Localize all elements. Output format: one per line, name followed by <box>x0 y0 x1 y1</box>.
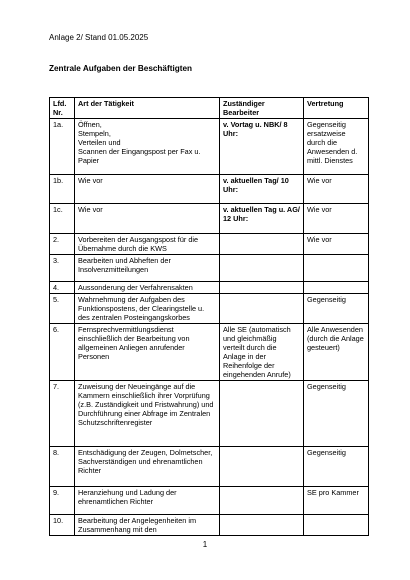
column-header-assignee: Zuständiger Bearbeiter <box>220 98 304 119</box>
row-nr: 3. <box>50 255 75 282</box>
row-assignee: v. Vortag u. NBK/ 8 Uhr: <box>220 119 304 175</box>
row-nr: 1b. <box>50 175 75 204</box>
row-assignee <box>220 294 304 324</box>
row-deputy: Gegenseitig <box>304 294 369 324</box>
row-nr: 9. <box>50 487 75 515</box>
row-deputy: Gegenseitig <box>304 447 369 487</box>
page-number: 1 <box>202 540 208 549</box>
row-deputy <box>304 255 369 282</box>
row-task: Aussonderung der Verfahrensakten <box>75 282 220 294</box>
row-assignee <box>220 234 304 255</box>
table-row <box>50 204 369 234</box>
document-header: Anlage 2/ Stand 01.05.2025 <box>49 33 149 42</box>
table-row <box>50 487 369 515</box>
table-row <box>50 515 369 536</box>
row-assignee <box>220 282 304 294</box>
table-row <box>50 119 369 175</box>
row-deputy: Gegenseitig ersatzweise durch die Anwesenden d. mittl. Dienstes <box>304 119 369 175</box>
table-row <box>50 175 369 204</box>
row-nr: 6. <box>50 324 75 381</box>
row-assignee: v. aktuellen Tag u. AG/ 12 Uhr: <box>220 204 304 234</box>
row-nr: 10. <box>50 515 75 536</box>
row-assignee: Alle SE (automatisch und gleichmäßig verteilt durch die Anlage in der Reihenfolge der eingehenden Anrufe) <box>220 324 304 381</box>
row-nr: 7. <box>50 381 75 447</box>
column-header-deputy: Vertretung <box>304 98 369 119</box>
row-nr: 8. <box>50 447 75 487</box>
row-assignee <box>220 487 304 515</box>
row-task: Fernsprechvermittlungsdienst einschließlich der Bearbeitung von allgemeinen Anliegen anrufender Personen <box>75 324 220 381</box>
row-nr: 4. <box>50 282 75 294</box>
row-deputy: Wie vor <box>304 204 369 234</box>
table-header-row <box>50 98 369 119</box>
table-row <box>50 234 369 255</box>
row-assignee <box>220 255 304 282</box>
row-deputy: Alle Anwesenden (durch die Anlage gesteuert) <box>304 324 369 381</box>
row-task: Wie vor <box>75 175 220 204</box>
row-task: Öffnen, Stempeln, Verteilen und Scannen der Eingangspost per Fax u. Papier <box>75 119 220 175</box>
document-title: Zentrale Aufgaben der Beschäftigten <box>49 64 193 73</box>
row-nr: 5. <box>50 294 75 324</box>
row-task: Bearbeitung der Angelegenheiten im Zusammenhang mit den <box>75 515 220 536</box>
column-header-nr: Lfd. Nr. <box>50 98 75 119</box>
row-deputy: Wie vor <box>304 175 369 204</box>
table-row <box>50 282 369 294</box>
tasks-table <box>49 97 369 536</box>
table-row <box>50 294 369 324</box>
row-deputy: SE pro Kammer <box>304 487 369 515</box>
row-assignee: v. aktuellen Tag/ 10 Uhr: <box>220 175 304 204</box>
row-assignee <box>220 515 304 536</box>
row-task: Entschädigung der Zeugen, Dolmetscher, Sachverständigen und ehrenamtlichen Richter <box>75 447 220 487</box>
table-row <box>50 447 369 487</box>
row-task: Bearbeiten und Abheften der Insolvenzmitteilungen <box>75 255 220 282</box>
table-row <box>50 381 369 447</box>
row-nr: 2. <box>50 234 75 255</box>
row-task: Vorbereiten der Ausgangspost für die Übernahme durch die KWS <box>75 234 220 255</box>
table-row <box>50 324 369 381</box>
row-deputy: Wie vor <box>304 234 369 255</box>
row-task: Zuweisung der Neueingänge auf die Kammern einschließlich ihrer Vorprüfung (z.B. Zuständigkeit und Fristwahrung) und Durchführung einer Abfrage im Zentralen Schutzschriftenregister <box>75 381 220 447</box>
row-task: Wahrnehmung der Aufgaben des Funktionspostens, der Clearingstelle u. des zentralen Posteingangskorbes <box>75 294 220 324</box>
row-deputy <box>304 515 369 536</box>
row-task: Wie vor <box>75 204 220 234</box>
row-task: Heranziehung und Ladung der ehrenamtlichen Richter <box>75 487 220 515</box>
row-nr: 1a. <box>50 119 75 175</box>
row-deputy: Gegenseitig <box>304 381 369 447</box>
column-header-task: Art der Tätigkeit <box>75 98 220 119</box>
table-row <box>50 255 369 282</box>
row-assignee <box>220 447 304 487</box>
row-nr: 1c. <box>50 204 75 234</box>
row-assignee <box>220 381 304 447</box>
row-deputy <box>304 282 369 294</box>
